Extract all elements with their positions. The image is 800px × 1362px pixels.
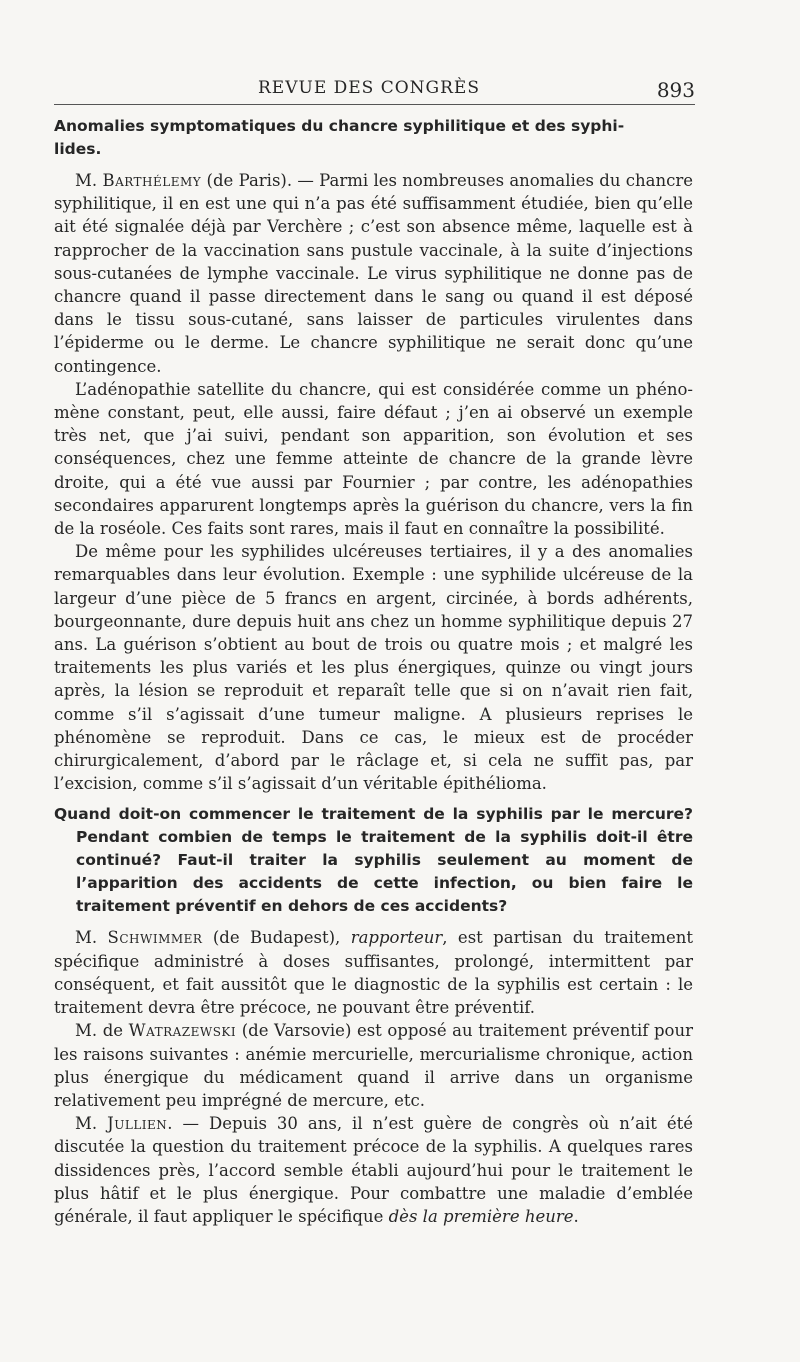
speaker-role: rapporteur (350, 928, 443, 948)
speaker-prefix: M. (75, 1114, 108, 1134)
speaker-name: Barthélemy (102, 171, 202, 190)
paragraph-text: , est partisan du traitement spécifique administré à doses suffisantes, prolongé, intermittent par conséquent, et fait aussitôt que le diagnostic de la syphilis est certain : le traitement devra être précoce, ne pouvant être préventif. (54, 928, 693, 1018)
paragraph-text: (de Varsovie) est opposé au traitement préventif pour les raisons suivantes : anémie mercurielle, mercurialisme chronique, action plus énergique du médicament quand il arrive dans un organisme relativement peu imprégné de mercure, etc. (54, 1021, 693, 1110)
paragraph-end: . (573, 1206, 579, 1226)
heading-line-2: lides. (54, 140, 102, 158)
emphasis-text: dès la première heure (388, 1206, 574, 1226)
running-header (54, 74, 695, 105)
paragraph-adenopathie: L’adénopathie satellite du chancre, qui est considérée comme un phénomène constant, peut, elle aussi, faire défaut ; j’en ai observé un exemple très net, que j’ai suivi, pendant son apparition, son évolution et ses conséquences, chez une femme atteinte de chancre de la grande lèvre droite, qui a été vue aussi par Fournier ; par contre, les adénopathies secondaires apparurent longtemps après la guérison du chancre, vers la fin de la roséole. Ces faits sont rares, mais il faut en connaître la possibilité. (54, 379, 693, 539)
running-title: REVUE DES CONGRÈS (258, 78, 480, 98)
speaker-prefix: M. (75, 171, 103, 190)
speaker-name: Schwimmer (107, 928, 203, 948)
speaker-prefix: M. de (75, 1021, 129, 1041)
page-number: 893 (656, 78, 695, 102)
speaker-name: Watrazewski (128, 1021, 237, 1041)
speaker-place: (de Budapest), (202, 928, 351, 948)
paragraph-jullien (54, 1112, 693, 1228)
paragraph-schwimmer (54, 926, 693, 1019)
section-heading-traitement: Quand doit-on commencer le traitement de la syphilis par le mercure? Pendant combien de temps le traitement de la syphilis doit-il être continué? Faut-il traiter la syphilis seulement au moment de l’apparition des accidents de cette infection, ou bien faire le traitement préventif en dehors de ces accidents? (54, 805, 693, 916)
heading-line-1: Anomalies symptomatiques du chancre syphilitique et des syphi- (54, 117, 625, 135)
paragraph-text: . — Depuis 30 ans, il n’est guère de congrès où n’ait été discutée la question du traitement précoce de la syphilis. A quelques rares dissidences près, l’accord semble établi aujourd’hui pour le traitement le plus hâtif et le plus énergique. Pour combattre une maladie d’emblée générale, il faut appliquer le spécifique (54, 1114, 693, 1226)
speaker-prefix: M. (75, 928, 108, 948)
paragraph-text: (de Paris). — Parmi les nombreuses anomalies du chancre syphilitique, il en est une qui n’a pas été suffisamment étudiée, bien qu’elle ait été signalée déjà par Verchère ; c’est son absence même, laquelle est à rapprocher de la vaccination sans pustule vaccinale, à la suite d’injections sous-cutanées de lymphe vaccinale. Le virus syphilitique ne donne pas de chancre quand il passe directement dans le sang ou quand il est déposé dans le tissu sous-cutané, sans laisser de particules virulentes dans l’épiderme ou le derme. Le chancre syphilitique ne serait donc qu’une contingence. (54, 171, 693, 376)
paragraph-syphilides: De même pour les syphilides ulcéreuses tertiaires, il y a des anomalies remarquables dans leur évolution. Exemple : une syphilide ulcéreuse de la largeur d’une pièce de 5 francs en argent, circinée, à bords adhérents, bourgeonnante, dure depuis huit ans chez un homme syphilitique depuis 27 ans. La guérison s’obtient au bout de trois ou quatre mois ; et malgré les traitements les plus variés et les plus énergiques, quinze ou vingt jours après, la lésion se reproduit et reparaît telle que si on n’avait rien fait, comme s’il s’agissait d’une tumeur maligne. A plusieurs reprises le phénomène se reproduit. Dans ce cas, le mieux est de procéder chirurgicalement, d’abord par le râclage et, si cela ne suffit pas, par l’excision, comme s’il s’agissait d’un véritable épithélioma. (54, 542, 693, 794)
paragraph-watrazewski (54, 1019, 693, 1112)
paragraph-barthelemy (54, 169, 693, 378)
speaker-name: Jullien (107, 1114, 168, 1134)
section-heading-anomalies (54, 115, 693, 161)
